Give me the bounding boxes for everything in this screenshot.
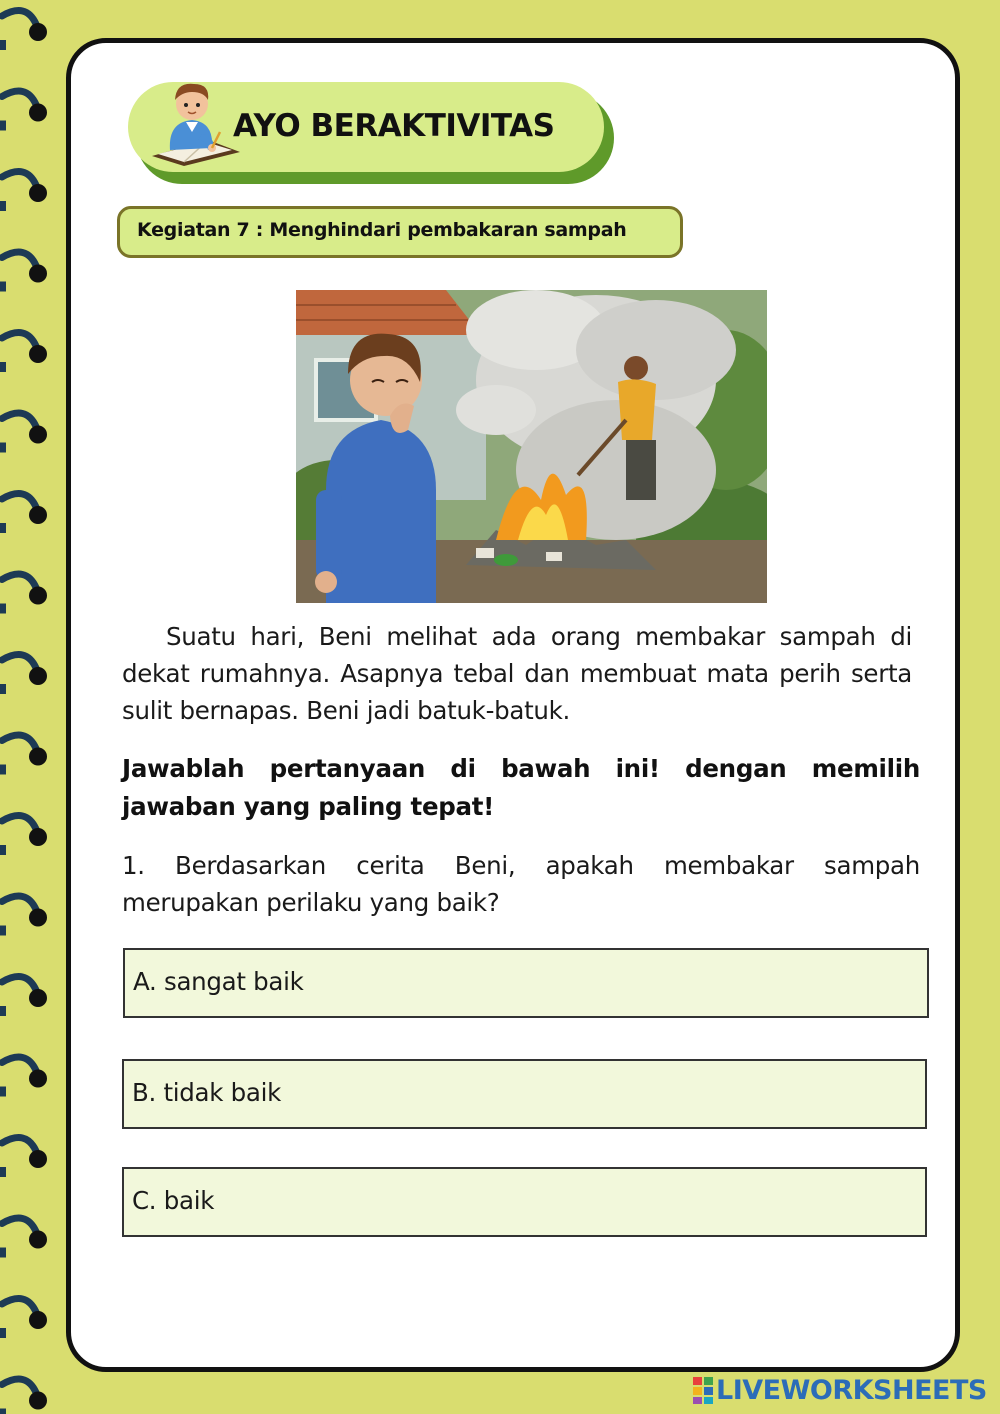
- liveworksheets-brand[interactable]: [692, 1372, 987, 1408]
- binding-hole: [29, 1231, 47, 1249]
- binding-ring: [2, 1218, 36, 1231]
- binding-ring: [2, 1379, 36, 1392]
- binding-ring-end: [0, 40, 6, 50]
- binding-hole: [29, 104, 47, 122]
- kid-writing-icon: [148, 70, 242, 166]
- binding-ring: [2, 655, 36, 668]
- binding-ring-end: [0, 765, 6, 775]
- binding-ring-end: [0, 1006, 6, 1016]
- binding-hole: [29, 828, 47, 846]
- binding-ring: [2, 1138, 36, 1151]
- binding-ring: [2, 735, 36, 748]
- binding-ring-end: [0, 362, 6, 372]
- binding-ring-end: [0, 1087, 6, 1097]
- binding-ring: [2, 1057, 36, 1070]
- binding-ring-end: [0, 201, 6, 211]
- binding-ring-end: [0, 282, 6, 292]
- binding-ring: [2, 816, 36, 829]
- binding-ring-end: [0, 1167, 6, 1177]
- binding-hole: [29, 587, 47, 605]
- binding-hole: [29, 909, 47, 927]
- binding-ring: [2, 11, 36, 24]
- answer-option-b[interactable]: [122, 1059, 927, 1129]
- binding-hole: [29, 989, 47, 1007]
- binding-ring-end: [0, 604, 6, 614]
- answer-option-label: A. sangat baik: [133, 967, 304, 996]
- binding-hole: [29, 748, 47, 766]
- binding-ring: [2, 172, 36, 185]
- binding-hole: [29, 184, 47, 202]
- boy-coughing-near-trash-fire: [296, 290, 767, 603]
- question-text: 1. Berdasarkan cerita Beni, apakah membakar sampah merupakan perilaku yang baik?: [122, 851, 920, 917]
- answer-option-a[interactable]: [123, 948, 929, 1018]
- binding-hole: [29, 506, 47, 524]
- binding-ring-end: [0, 523, 6, 533]
- binding-hole: [29, 1392, 47, 1410]
- binding-hole: [29, 1070, 47, 1088]
- binding-hole: [29, 1311, 47, 1329]
- answer-option-label: C. baik: [132, 1186, 215, 1215]
- binding-hole: [29, 1150, 47, 1168]
- binding-ring-end: [0, 443, 6, 453]
- binding-ring: [2, 252, 36, 265]
- answer-option-label: B. tidak baik: [132, 1078, 281, 1107]
- binding-ring: [2, 1299, 36, 1312]
- spiral-binding: [0, 0, 60, 1414]
- story-paragraph: Suatu hari, Beni melihat ada orang membakar sampah di dekat rumahnya. Asapnya tebal dan membuat mata perih serta sulit bernapas. Beni jadi batuk-batuk.: [122, 622, 912, 725]
- binding-hole: [29, 23, 47, 41]
- brand-text: LIVEWORKSHEETS: [716, 1374, 987, 1406]
- binding-hole: [29, 345, 47, 363]
- binding-ring: [2, 494, 36, 507]
- binding-ring-end: [0, 1409, 6, 1414]
- binding-hole: [29, 265, 47, 283]
- binding-ring-end: [0, 1328, 6, 1338]
- binding-hole: [29, 667, 47, 685]
- binding-ring-end: [0, 121, 6, 131]
- binding-ring-end: [0, 845, 6, 855]
- liveworksheets-logo-icon: [692, 1375, 714, 1405]
- binding-ring: [2, 413, 36, 426]
- binding-ring-end: [0, 1248, 6, 1258]
- binding-ring: [2, 977, 36, 990]
- binding-ring-end: [0, 926, 6, 936]
- binding-ring: [2, 91, 36, 104]
- activity-label: Kegiatan 7 : Menghindari pembakaran sampah: [137, 219, 627, 241]
- binding-ring: [2, 896, 36, 909]
- binding-ring: [2, 574, 36, 587]
- banner-title: AYO BERAKTIVITAS: [233, 108, 555, 144]
- binding-ring-end: [0, 684, 6, 694]
- instruction-text: Jawablah pertanyaan di bawah ini! dengan memilih jawaban yang paling tepat!: [122, 754, 920, 821]
- answer-option-c[interactable]: [122, 1167, 927, 1237]
- binding-hole: [29, 426, 47, 444]
- binding-ring: [2, 333, 36, 346]
